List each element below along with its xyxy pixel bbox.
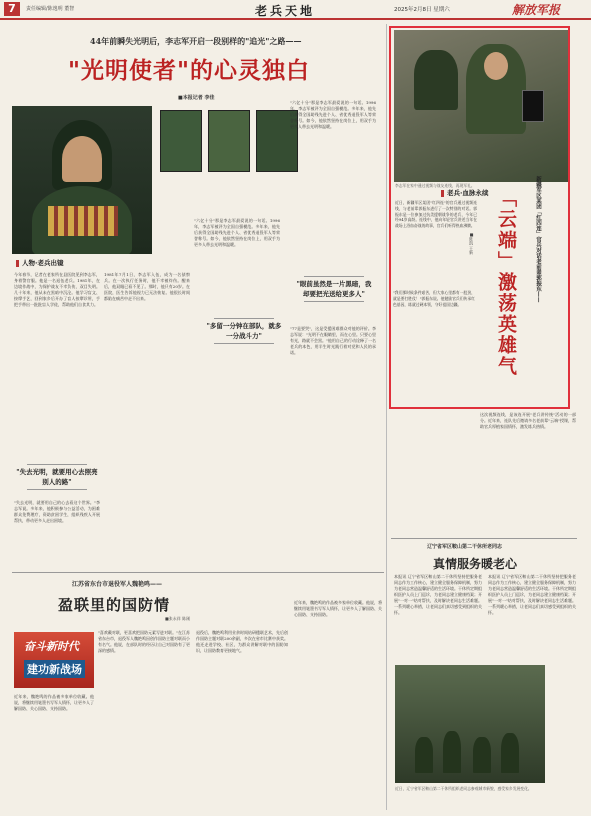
right-lower-kicker: 辽宁省军区鞍山第二干休所老同志: [427, 544, 503, 550]
feature-body-col1: 近日，新疆军区某团"红四连"的官兵通过视频连线，与老前辈郭振东进行了一次特别的对话。郭振东是一位参加过抗美援朝战争的老兵，今年已经94岁高龄。连线中，他向年轻官兵讲述当年在战场上浴血奋战的故事，官兵们听得热血沸腾。: [395, 200, 477, 229]
young-soldier-photos: [160, 110, 300, 210]
lead-body-col2: 1981年7月1日，李志军入伍，成为一名侦察兵。在一次执行任务时，他不幸被炸伤。醒来后，他双眼已看不见了。那时，他只有20岁。在医院，医生告诉他视力已无法恢复。他很长时间都陷在痛苦中走不出来。: [104, 272, 190, 301]
bottom-body-col1: "喜欢戴对联，更喜欢把国防元素写进对联。"在江苏省东台市，退役军人魏艳鸣因创作国防主题对联而小有名气。他说，在部队时的经历让自己对国防有了更深的感情。: [98, 630, 190, 653]
feature-body-col3: 这次视频连线，是该连开展"老兵讲传统"活动的一部分。近年来，连队先后邀请多名老前辈"云端"授课，帮助官兵厚植家国情怀，激发练兵热情。: [480, 412, 576, 429]
issue-date: 2025年2月8日 星期六: [394, 7, 450, 13]
right-lower-body-col2: 本报讯 辽宁省军区鞍山第二干休所坚持把服务老同志作为工作核心，建立健全服务保障机制，努力为老同志营造温馨舒适的生活环境。干休所定期组织医护人员上门巡诊，为老同志建立健康档案；开展"一对一"结对帮扶，及时解决老同志生活难题。一系列暖心举措，让老同志们真切感受到组织的关怀。: [488, 574, 576, 615]
bottom-kicker: 江苏省东台市退役军人魏艳鸣——: [72, 581, 163, 588]
pull-quote-2: "多留一分钟在部队，就多一分战斗力": [204, 316, 284, 346]
pull-quote-1: "失去光明，就要用心去照亮别人的路": [14, 462, 100, 492]
column-banner: [14, 632, 94, 688]
feature-vertical-title: 「云端」激荡英雄气: [495, 188, 517, 377]
phone-icon: [522, 90, 544, 122]
right-lower-body-col1: 本报讯 辽宁省军区鞍山第二干休所坚持把服务老同志作为工作核心，建立健全服务保障机制，努力为老同志营造温馨舒适的生活环境。干休所定期组织医护人员上门巡诊，为老同志建立健康档案；开展"一对一"结对帮扶，及时解决老同志生活难题。一系列暖心举措，让老同志们真切感受到组织的关怀。: [394, 574, 482, 615]
banner-line-1: 奋斗新时代: [24, 640, 79, 653]
feature-vertical-kicker: 新疆军区某团「红四连」官兵对话老前辈郭振东——: [535, 176, 541, 303]
feature-photo-caption: 李志军在家中通过视频与战友连线，再现军礼。: [395, 183, 475, 188]
veterans-group-photo: [395, 665, 545, 783]
masthead-logo: 解放军报: [512, 3, 561, 17]
feature-vertical-byline: ■陈凯 王新: [469, 232, 474, 255]
editors-line: 责任编辑/陈逸明 董智: [26, 6, 75, 12]
lead-kicker: 44年前瞬失光明后，李志军开启一段别样的"追光"之路——: [90, 36, 302, 46]
lead-body-col1b: "失去光明，就要用自己的心去看这个世界。"李志军说。多年来，他积极参与公益活动，为困难群众免费理疗，资助贫困学生，组织残疾人开展帮扶，带动更多人走出困境。: [14, 500, 100, 523]
right-lower-headline: 真情服务暖老心: [433, 557, 518, 571]
section-title: 老兵天地: [255, 4, 316, 18]
bottom-body-col2: 退役后，魏艳鸣利用业余时间钻研楹联艺术，先后创作国防主题对联200余副，多次在省市比赛中获奖。他还走进学校、社区，为群众讲解对联中的国防知识，让国防教育更接地气。: [196, 630, 288, 653]
section-marker-icon: [16, 260, 19, 267]
lead-headline: "光明使者"的心灵独白: [68, 57, 310, 84]
page-header: [0, 0, 591, 20]
feature-tag: 老兵·血脉永续: [441, 188, 488, 197]
column-divider: [386, 24, 387, 810]
section-marker-icon: [441, 190, 444, 197]
bottom-body-col0: 近年来，魏艳鸣的作品被多家单位收藏。他说，将继续用笔墨书写军人情怀，让更多人了解国防、关心国防、支持国防。: [14, 694, 94, 711]
lead-body-col3: "六亿十分"那是李志军最爱说的一句话。1996年，李志军被评为全国自强模范。多年来，他先后获得全国助残先进个人、省优秀退役军人等荣誉称号。如今，他依然坚持在岗位上，用双手为更多人带去光明和温暖。: [194, 218, 280, 247]
divider: [12, 572, 384, 573]
pull-quote-3: "眼前虽然是一片黑暗，我却要把光送给更多人": [294, 274, 374, 304]
bottom-byline: ■张永祥 陈刚: [165, 616, 191, 621]
lead-body-col4: "六亿十分"那是李志军最爱说的一句话。1996年，李志军被评为全国自强模范。多年来，他先后获得全国助残先进个人、省优秀退役军人等荣誉称号。如今，他依然坚持在岗位上，用双手为更多人带去光明和温暖。: [290, 100, 376, 129]
lead-body-col5: "77是要哭"，这是受援困难群众对他的评价。李志军说："光明不在眼睛里，而在心里。只要心里有光，路就不会黑。"他用自己的行动诠释了一名老兵的本色，用半生时光践行着对党和人民的承诺。: [290, 326, 376, 355]
veteran-portrait-photo: [12, 106, 152, 254]
video-call-photo: [394, 30, 568, 182]
banner-line-2: 建功新战场: [24, 660, 85, 678]
divider: [391, 538, 577, 539]
lead-body-col1: 今年春节，记者在老家所在县医院见到李志军，身着警官服。他是一名退伍老兵。1981年，在边境作战中，为保护战友不幸负伤，双目失明。几十年来，他从未在黑暗中沉沦。他学习盲文、按摩手艺，回到家乡后开办了盲人按摩诊所，手把手带出一批批盲人学徒，帮助他们自食其力。: [14, 272, 100, 307]
bottom-headline: 盈联里的国防情: [58, 596, 171, 614]
bottom-body-col3: 近年来，魏艳鸣的作品被多家单位收藏。他说，将继续用笔墨书写军人情怀，让更多人了解国防、关心国防、支持国防。: [294, 600, 382, 617]
medals-icon: [48, 206, 118, 236]
lead-byline: ■本报记者 李佳: [178, 95, 215, 101]
lead-subhead: 人物·老兵出镜: [16, 258, 63, 267]
feature-body-col2: "我们那时候条件艰苦，但大家心里都有一股劲，就是要打胜仗！"郭振东说。他勉励官兵们传承红色基因，练就过硬本领，守好祖国边疆。: [393, 290, 475, 307]
right-lower-photo-caption: 近日，辽宁省军区鞍山第二干休所组织老同志参观城市新貌，感受家乡发展变化。: [395, 786, 532, 791]
page-number: 7: [4, 2, 20, 16]
